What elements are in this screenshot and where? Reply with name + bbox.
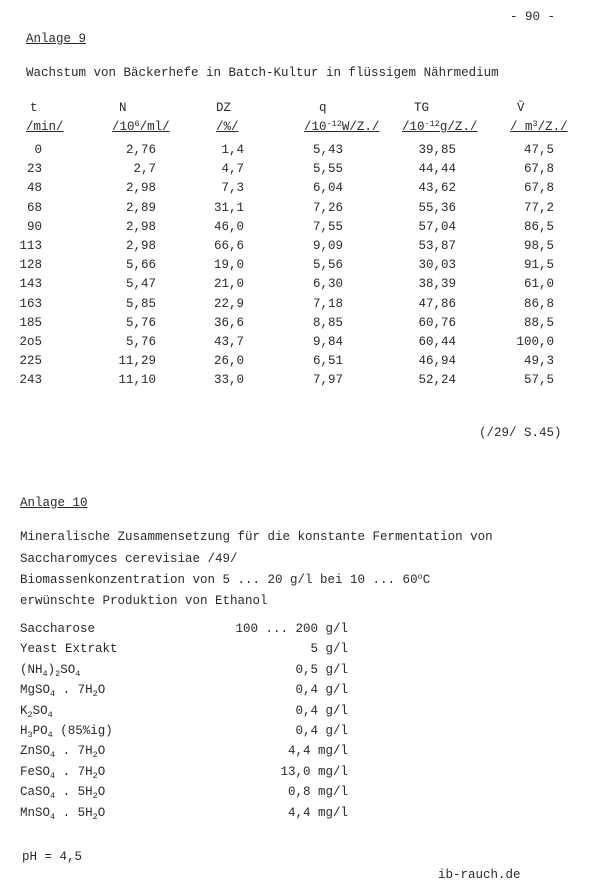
table-cell: 5,85 <box>125 296 156 311</box>
table-cell: 5,55 <box>312 162 343 177</box>
table-cell: 7,3 <box>221 181 244 196</box>
anlage10-line1: Mineralische Zusammensetzung für die konstante Fermentation von <box>20 530 493 544</box>
table-cell: 185 <box>19 315 42 330</box>
table-cell: 52,24 <box>418 373 456 388</box>
mineral-name: $(NH_4)_2SO_4$ <box>20 662 81 679</box>
footer-site: ib-rauch.de <box>438 868 521 882</box>
table-cell: 2o5 <box>19 335 42 349</box>
mineral-value: 13,0 mg/l <box>280 764 348 779</box>
table-cell: 47,5 <box>523 143 554 157</box>
anlage10-line4: erwünschte Produktion von Ethanol <box>20 594 268 608</box>
table-cell: 5,43 <box>312 143 343 157</box>
table-cell: 128 <box>19 258 42 273</box>
anlage9-heading: Anlage 9 <box>26 32 87 46</box>
table-cell: 46,0 <box>213 219 244 234</box>
table-cell: 5,76 <box>125 335 156 349</box>
mineral-name: $K_2SO_4$ <box>20 703 53 720</box>
table-cell: 5,47 <box>125 277 156 292</box>
anlage9-source: (/29/ S.45) <box>479 426 562 440</box>
mineral-name: ZnSO$_4$ . $7H_2O$ <box>20 744 106 761</box>
col-symbol-0: t <box>30 101 38 115</box>
table-cell: 2,7 <box>133 162 156 177</box>
table-cell: 77,2 <box>523 200 554 215</box>
table-cell: 5,66 <box>125 258 156 273</box>
mineral-value: 4,4 mg/l <box>287 744 348 759</box>
table-cell: 38,39 <box>418 277 456 292</box>
table-cell: 60,44 <box>418 335 456 349</box>
col-symbol-4: TG <box>414 101 430 115</box>
col-unit-0: /min/ <box>26 120 64 134</box>
table-cell: 60,76 <box>418 315 456 330</box>
table-cell: 2,89 <box>125 200 156 215</box>
col-unit-5: / $m^3/Z./$ <box>510 119 568 134</box>
table-cell: 225 <box>19 354 42 369</box>
table-cell: 43,7 <box>213 335 244 349</box>
table-cell: 67,8 <box>523 181 554 196</box>
table-cell: 49,3 <box>523 354 554 369</box>
table-cell: 86,8 <box>523 296 554 311</box>
table-cell: 7,97 <box>312 373 343 388</box>
mineral-value: 0,4 g/l <box>295 683 348 698</box>
col-unit-2: /%/ <box>216 120 239 134</box>
table-cell: 243 <box>19 373 42 388</box>
col-symbol-5: V̄ <box>517 101 525 115</box>
mineral-value: 0,4 g/l <box>295 703 348 718</box>
table-cell: 46,94 <box>418 354 456 369</box>
table-cell: 44,44 <box>418 162 456 177</box>
table-cell: 61,0 <box>523 277 554 292</box>
table-cell: 9,09 <box>312 239 343 253</box>
table-cell: 68 <box>26 200 42 215</box>
table-cell: 36,6 <box>213 315 244 330</box>
table-cell: 53,87 <box>418 239 456 253</box>
table-cell: 2,98 <box>125 219 156 234</box>
mineral-name: Saccharose <box>20 622 96 636</box>
col-symbol-1: N <box>119 101 127 115</box>
table-cell: 33,0 <box>213 373 244 388</box>
mineral-value: 0,8 mg/l <box>287 785 348 800</box>
table-cell: 6,51 <box>312 354 343 369</box>
table-cell: 66,6 <box>213 239 244 253</box>
table-cell: 11,29 <box>118 354 156 369</box>
table-cell: 11,10 <box>118 373 156 388</box>
table-cell: 30,03 <box>418 258 456 273</box>
table-cell: 91,5 <box>523 258 554 273</box>
table-cell: 143 <box>19 277 42 292</box>
table-cell: 88,5 <box>523 315 554 330</box>
col-unit-4: $/10^{-12}g/Z./$ <box>402 119 478 134</box>
table-cell: 4,7 <box>221 162 244 177</box>
anlage10-heading: Anlage 10 <box>20 496 88 510</box>
table-cell: 22,9 <box>213 296 244 311</box>
anlage10-line2: Saccharomyces cerevisiae /49/ <box>20 552 238 566</box>
table-cell: 8,85 <box>312 315 343 330</box>
table-cell: 19,0 <box>213 258 244 273</box>
table-cell: 90 <box>26 219 42 234</box>
table-cell: 57,5 <box>523 373 554 388</box>
table-cell: 6,30 <box>312 277 343 292</box>
mineral-value: 4,4 mg/l <box>287 805 348 820</box>
table-cell: 163 <box>19 296 42 311</box>
table-cell: 2,98 <box>125 181 156 196</box>
mineral-name: FeSO$_4$ . $7H_2O$ <box>20 764 106 781</box>
mineral-value: 0,4 g/l <box>295 724 348 738</box>
table-cell: 7,18 <box>312 296 343 311</box>
table-cell: 2,98 <box>125 239 156 253</box>
table-cell: 67,8 <box>523 162 554 177</box>
table-cell: 98,5 <box>523 239 554 253</box>
table-cell: 43,62 <box>418 181 456 196</box>
table-cell: 5,76 <box>125 315 156 330</box>
anlage9-title: Wachstum von Bäckerhefe in Batch-Kultur in flüssigem Nährmedium <box>26 66 499 80</box>
table-cell: 31,1 <box>213 200 244 215</box>
col-symbol-2: DZ <box>216 101 232 115</box>
mineral-value: 100 ... 200 g/l <box>235 622 348 636</box>
table-cell: 26,0 <box>213 354 244 369</box>
table-cell: 2,76 <box>125 143 156 157</box>
ph-value: pH = 4,5 <box>22 850 83 864</box>
page-number: - 90 - <box>510 10 556 24</box>
table-cell: 1,4 <box>221 143 244 157</box>
table-cell: 7,55 <box>312 219 343 234</box>
mineral-name: MnSO$_4$ . $5H_2O$ <box>20 805 106 822</box>
col-unit-3: $/10^{-12}W/Z./$ <box>304 119 380 134</box>
table-cell: 23 <box>26 162 42 177</box>
table-cell: 47,86 <box>418 296 456 311</box>
table-cell: 86,5 <box>523 219 554 234</box>
table-cell: 21,0 <box>213 277 244 292</box>
table-cell: 9,84 <box>312 335 343 349</box>
table-cell: 57,04 <box>418 219 456 234</box>
anlage10-line3: Biomassenkonzentration von 5 ... 20 g/l bei 10 ... 60$^o$C <box>20 572 431 587</box>
mineral-name: $H_3PO_4$ (85%ig) <box>20 724 113 740</box>
table-cell: 0 <box>34 143 42 157</box>
col-symbol-3: q <box>319 101 327 115</box>
col-unit-1: $/10^6/ml/$ <box>112 119 170 134</box>
table-cell: 48 <box>26 181 42 196</box>
table-cell: 6,04 <box>312 181 343 196</box>
table-cell: 113 <box>19 239 42 253</box>
table-cell: 55,36 <box>418 200 456 215</box>
table-cell: 39,85 <box>418 143 456 157</box>
mineral-name: Yeast Extrakt <box>20 642 118 657</box>
table-cell: 5,56 <box>312 258 343 273</box>
mineral-value: 5 g/l <box>310 642 348 657</box>
table-cell: 100,0 <box>516 335 554 349</box>
mineral-value: 0,5 g/l <box>295 662 348 677</box>
mineral-name: CaSO$_4$ . $5H_2O$ <box>20 785 106 802</box>
mineral-name: MgSO$_4$ . $7H_2O$ <box>20 683 106 700</box>
table-cell: 7,26 <box>312 200 343 215</box>
